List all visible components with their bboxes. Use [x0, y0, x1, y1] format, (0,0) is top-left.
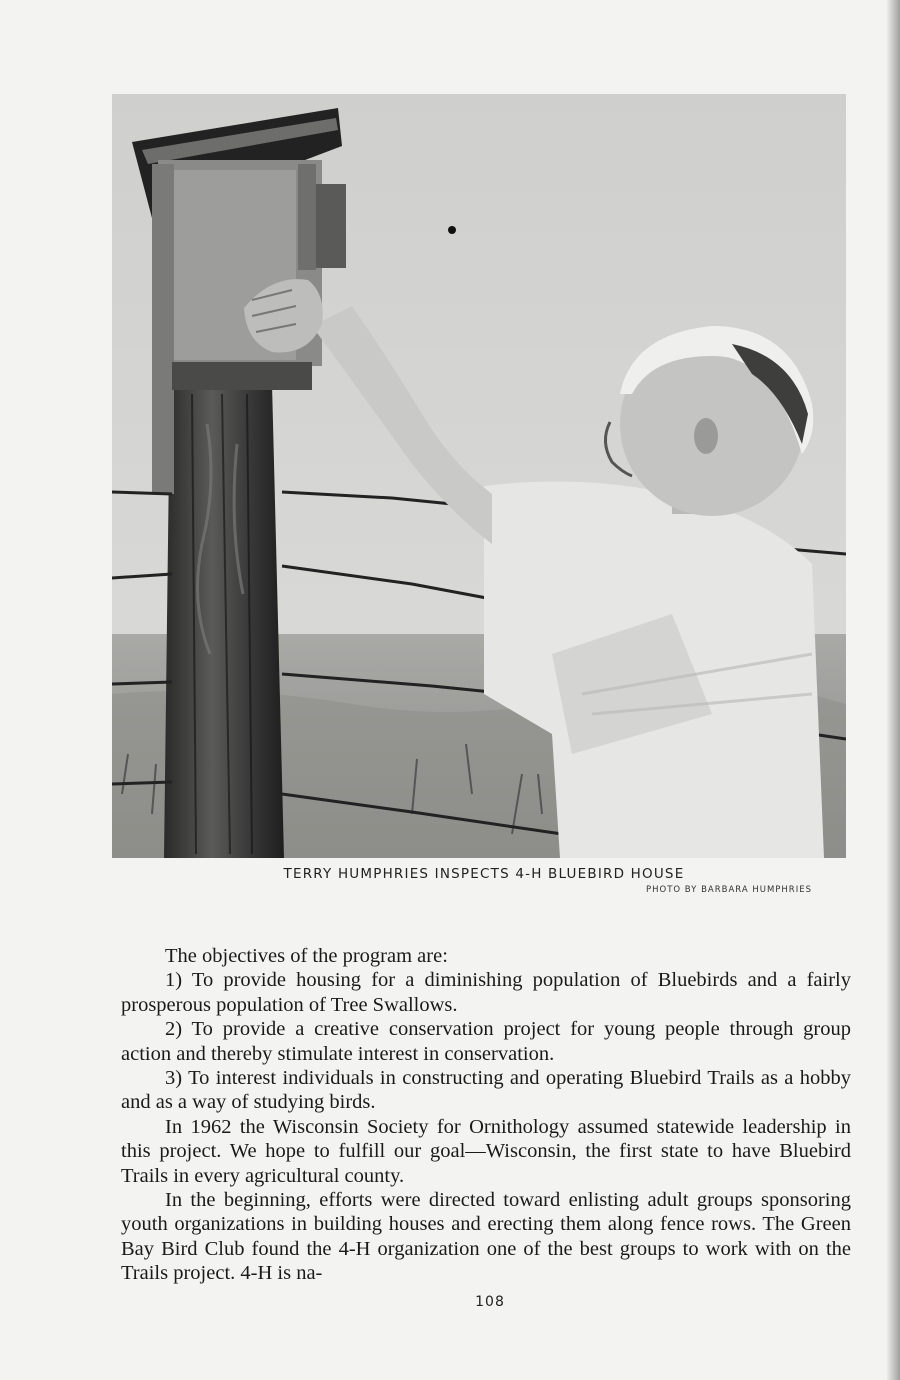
paragraph-beginning: In the beginning, efforts were directed toward enlisting adult groups sponsoring youth organizations in building houses and erecting them along fence rows. The Green Bay Bird Club found the 4-H organization one of the best groups to work with on the Trails project. 4-H is na- — [121, 1189, 851, 1285]
page-number: 108 — [475, 1294, 505, 1310]
photo-caption: TERRY HUMPHRIES INSPECTS 4-H BLUEBIRD HOUSE — [283, 866, 685, 882]
article-body — [121, 944, 851, 1286]
photo-illustration — [112, 94, 846, 858]
page-edge-shadow — [886, 0, 900, 1380]
photograph-boy-bluebird-house — [112, 94, 846, 858]
paragraph-objective-2: 2) To provide a creative conservation project for young people through group action and thereby stimulate interest in conservation. — [121, 1018, 851, 1065]
paragraph-intro: The objectives of the program are: — [165, 945, 448, 967]
paragraph-1962-leadership: In 1962 the Wisconsin Society for Ornithology assumed statewide leadership in this project. We hope to fulfill our goal—Wisconsin, the first state to have Bluebird Trails in every agricultural county. — [121, 1115, 851, 1187]
paragraph-objective-3: 3) To interest individuals in constructing and operating Bluebird Trails as a hobby and as a way of studying birds. — [121, 1067, 851, 1114]
paragraph-objective-1: 1) To provide housing for a diminishing population of Bluebirds and a fairly prosperous population of Tree Swallows. — [121, 969, 851, 1016]
photo-credit: PHOTO BY BARBARA HUMPHRIES — [646, 885, 812, 895]
